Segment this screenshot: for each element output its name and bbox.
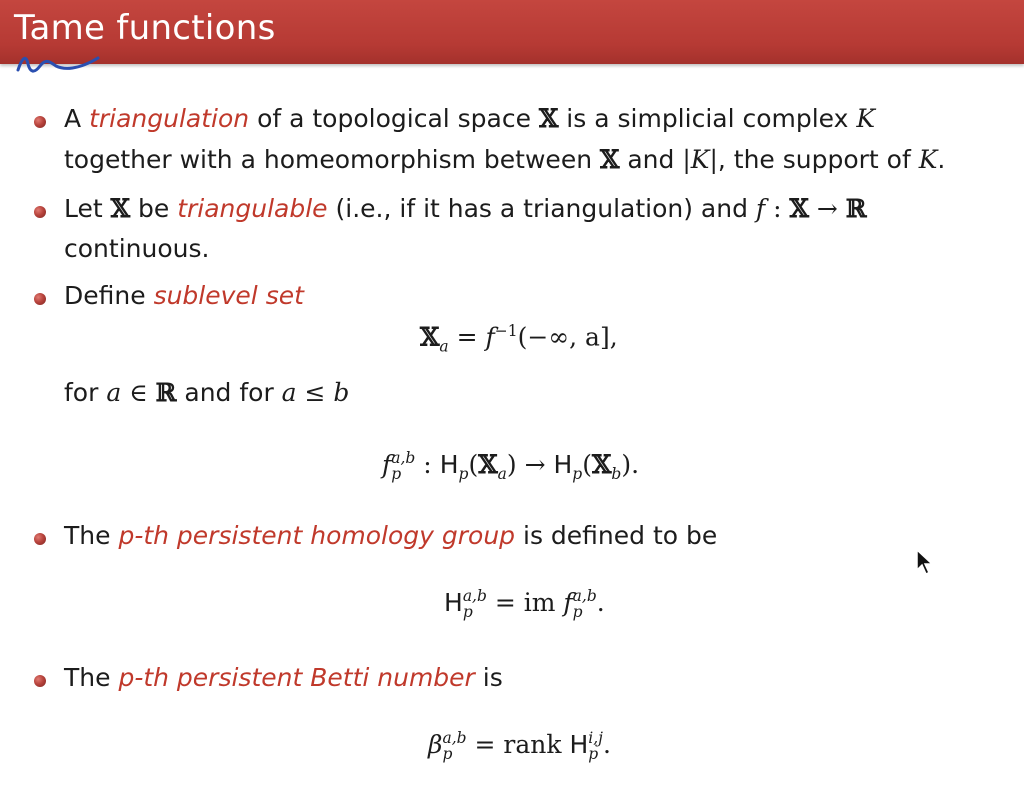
math-symbol: ): [506, 450, 517, 479]
math-symbol: 𝕏: [600, 145, 620, 174]
text: continuous.: [64, 234, 210, 263]
math-symbol: K: [918, 145, 938, 174]
math-subscript: a: [497, 465, 507, 483]
math-symbol: f: [485, 322, 495, 352]
math-script: [573, 589, 597, 620]
bullet-icon: [34, 206, 46, 218]
math-symbol: 𝕏: [789, 194, 809, 223]
text: A: [64, 104, 90, 133]
math-symbol: β: [428, 730, 443, 759]
title-bar: [0, 0, 1024, 64]
bullet-2-line-1: [64, 194, 867, 223]
emphasis-term: triangulable: [177, 194, 328, 223]
math-superscript: a,b: [462, 587, 487, 605]
bullet-4-line-1: [64, 521, 717, 550]
math-symbol: |K|: [682, 145, 718, 174]
math-symbol: H: [444, 588, 463, 617]
math-symbol: H: [553, 450, 573, 479]
text: , the support of: [717, 145, 919, 174]
math-subscript: p: [572, 465, 583, 483]
text: .: [937, 145, 946, 174]
math-symbol: =: [448, 322, 486, 352]
math-subscript: p: [391, 464, 402, 483]
math-superscript: a,b: [391, 449, 416, 467]
math-symbol: :: [415, 450, 440, 479]
math-symbol: (: [468, 450, 479, 479]
text: for: [64, 378, 107, 407]
math-subscript: p: [588, 744, 599, 763]
math-symbol: a: [281, 378, 297, 407]
math-subscript: a: [439, 337, 449, 356]
math-symbol: f: [382, 450, 392, 479]
text: The: [64, 663, 119, 692]
bullet-icon: [34, 533, 46, 545]
math-superscript: −1: [494, 322, 518, 340]
math-subscript: p: [572, 602, 583, 621]
bullet-1-line-1: [64, 104, 875, 133]
math-symbol: ≤: [296, 378, 334, 407]
text: of a topological space: [249, 104, 539, 133]
math-symbol: 𝕏: [538, 104, 559, 133]
sublevel-set-formula: [420, 322, 618, 355]
bullet-3-line-1: [64, 281, 304, 310]
math-subscript: p: [462, 602, 473, 621]
bullet-icon: [34, 293, 46, 305]
math-symbol: 𝕏: [110, 194, 131, 223]
text: is a simplicial complex: [558, 104, 857, 133]
bullet-2-line-2: [64, 234, 209, 263]
induced-map-formula: [382, 450, 639, 483]
math-symbol: →: [808, 194, 846, 223]
text: is: [474, 663, 503, 692]
math-superscript: i,j: [588, 729, 603, 747]
math-symbol: = rank: [466, 730, 570, 759]
text: The: [64, 521, 119, 550]
text: (i.e., if it has a triangulation) and: [327, 194, 756, 223]
math-symbol: ℝ: [845, 194, 867, 223]
emphasis-term: sublevel set: [153, 281, 304, 310]
math-symbol: f: [563, 588, 573, 617]
math-symbol: a: [106, 378, 122, 407]
math-subscript: p: [442, 744, 453, 763]
emphasis-term: p-th persistent Betti number: [118, 663, 475, 692]
math-subscript: p: [458, 465, 469, 483]
bullet-icon: [34, 116, 46, 128]
bullet-icon: [34, 675, 46, 687]
math-symbol: = im: [486, 588, 564, 617]
persistent-homology-formula: [444, 588, 605, 620]
math-script: [463, 589, 487, 620]
math-symbol: ∈: [121, 378, 156, 407]
text: and for: [176, 378, 282, 407]
text: is defined to be: [515, 521, 718, 550]
persistent-betti-formula: [428, 730, 611, 762]
math-symbol: .: [596, 588, 605, 617]
math-symbol: (−∞, a],: [517, 322, 618, 352]
mouse-pointer-icon: [915, 548, 935, 576]
math-symbol: :: [765, 194, 790, 223]
emphasis-term: triangulation: [89, 104, 250, 133]
emphasis-term: p-th persistent homology group: [118, 521, 516, 550]
math-symbol: H: [439, 450, 459, 479]
math-superscript: a,b: [442, 729, 467, 747]
math-symbol: f: [755, 194, 766, 223]
text: and: [619, 145, 683, 174]
math-symbol: ℝ: [155, 378, 177, 407]
math-symbol: b: [333, 378, 350, 407]
math-script: [442, 731, 466, 762]
math-symbol: .: [602, 730, 611, 759]
math-script: [588, 731, 603, 762]
math-symbol: H: [569, 730, 589, 759]
math-symbol: (: [582, 450, 592, 479]
math-symbol: →: [516, 450, 554, 479]
math-symbol: 𝕏: [420, 322, 440, 352]
text: together with a homeomorphism between: [64, 145, 600, 174]
math-subscript: b: [611, 465, 622, 483]
slide-body: [0, 64, 1024, 789]
text: Define: [64, 281, 154, 310]
slide-title: Tame functions: [14, 8, 276, 48]
text: be: [130, 194, 178, 223]
bullet-3-line-2: [64, 378, 349, 407]
math-script: [391, 451, 415, 482]
bullet-1-line-2: [64, 145, 945, 174]
text: Let: [64, 194, 111, 223]
math-superscript: a,b: [572, 587, 597, 605]
math-symbol: 𝕏: [478, 450, 498, 479]
bullet-5-line-1: [64, 663, 503, 692]
math-symbol: K: [856, 104, 876, 133]
math-symbol: ).: [621, 450, 640, 479]
math-symbol: 𝕏: [591, 450, 612, 479]
